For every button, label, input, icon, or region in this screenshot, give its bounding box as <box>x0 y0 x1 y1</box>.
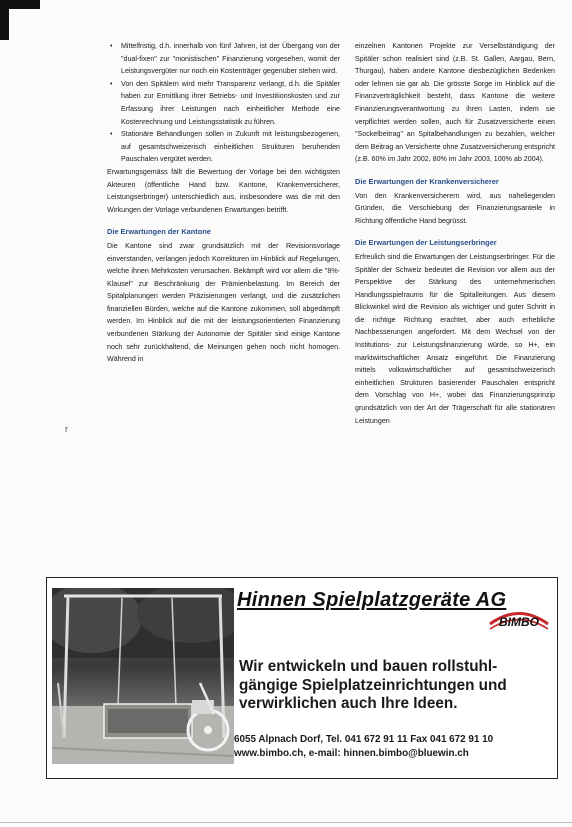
continuation-paragraph: einzelnen Kantonen Projekte zur Verselbständigung der Spitäler schon realisiert sind (z.B. St. Gallen, Aargau, Bern, Thurgau), haben andere Kantone diesbezüglichen Bedenken oder lehnen sie gar ab. Die grösste Sorge im Hinblick auf die Finanzverträglichkeit besteht, dass Kantone die weitere Finanzierungsverantwortung zu ihren Lasten, indem sie verpflichtet werden sollen, auch für Zusatzversicherte einen "Sockelbeitrag" an Spitalbehandlungen zu bezahlen, welcher dem Beitrag an Versicherte ohne Zusatzversicherung entspricht (z.B. 60% im Jahr 2002, 80% im Jahr 2003, 100% ab 2004). <box>355 42 555 164</box>
address-line: 6055 Alpnach Dorf, Tel. 041 672 91 11 Fax 041 672 91 10 <box>234 734 494 745</box>
providers-paragraph: Erfreulich sind die Erwartungen der Leistungserbringer. Für die Spitäler der Schweiz bedeutet die Revision vor allem aus der Perspektive der Stärkung des unternehmerischen Handlungsspielraums für die Spitalleitungen. Aus diesem Blickwinkel wird die Revision als wichtiger und guter Schritt in die richtige Richtung erachtet, aber auch erhebliche Nachbesserungen angefordert. Mit dem Wechsel von der Institutions- zur Leistungsfinanzierung würde, so H+, ein marktwirtschaftlicher Ansatz eingeführt. Die Finanzierung mittels volkswirtschaftlicher auf gesamtschweizerisch einheitlichen Strukturen basierender Pauschalen entspricht dem Vorschlag von H+, wobei das Finanzierungsprinzip grundsätzlich von der Art der Trägerschaft für alle stationären Leistungen <box>355 252 555 425</box>
cantons-paragraph: Die Kantone sind zwar grundsätzlich mit der Revisionsvorlage einverstanden, verlangen jedoch Korrekturen im Hinblick auf Regelungen, welche ihnen Mehrkosten verursachen. Bekämpft wird vor allem die "8%-Klausel" zur Beschränkung der Prämienbelastung. Im Bereich der Spitalplanungen werden Präzisierungen verlangt, und die zusätzlichen finanziellen Bürden, welche auf die Kantone zukommen, soll abgedämpft werden. Im Hinblick auf die mit der leistungsorientierten Finanzierung verbundenen Stärkung der Autonomie der Spitäler sind einige Kantone noch sehr zurückhaltend, die Meinungen gehen noch nicht homogen. Während in <box>107 241 340 364</box>
stray-mark: r <box>65 424 68 434</box>
svg-text:BIMBO: BIMBO <box>499 615 539 629</box>
right-column <box>355 40 555 427</box>
company-name: Hinnen Spielplatzgeräte AG <box>237 589 507 611</box>
bimbo-logo-icon <box>487 605 551 631</box>
corner-crop-mark <box>0 0 40 40</box>
left-column <box>107 40 340 366</box>
bullet-item: • Stationäre Behandlungen sollen in Zukunft mit leistungsbezogenen, auf gesamtschweizerisch einheitlichen Strukturen beruhenden Pauschalen vergütet werden. <box>107 128 340 166</box>
heading-cantons: Die Erwartungen der Kantone <box>107 227 211 237</box>
heading-providers: Die Erwartungen der Leistungserbringer <box>355 238 497 248</box>
web-line: www.bimbo.ch, e-mail: hinnen.bimbo@bluewin.ch <box>234 747 469 759</box>
headline-line: verwirklichen auch Ihre Ideen. <box>239 695 458 713</box>
bullet-list <box>107 40 340 166</box>
playground-photo <box>52 588 234 764</box>
ad-contact <box>234 733 493 761</box>
advertisement <box>46 577 558 779</box>
headline-line: Wir entwickeln und bauen rollstuhl- <box>239 658 498 675</box>
intro-paragraph: Erwartungsgemäss fällt die Bewertung der Vorlage bei den wichtigsten Akteuren (öffentliche Hand bzw. Kantone, Krankenversicherer, Leistungserbringer) unterschiedlich aus, insbesondere was die mit den Wirkungen der Vorlage verbundenen Erwartungen betrifft. <box>107 167 340 214</box>
bottom-rule <box>0 822 572 823</box>
bullet-item: • Mittelfristig, d.h. innerhalb von fünf Jahren, ist der Übergang von der "dual-fixen" zur "monistischen" Finanzierung vorgesehen, womit der Leistungsvergüter nur noch ein Kostenträger gegenüber stehen wird. <box>107 40 340 78</box>
heading-insurers: Die Erwartungen der Krankenversicherer <box>355 176 499 186</box>
bullet-item: • Von den Spitälern wird mehr Transparenz verlangt, d.h. die Spitäler haben zur Ermittlung ihrer Betriebs- und Investitionskosten und zur Erfassung ihrer Leistungen nach einheitlicher Methode eine Kostenrechnung und Leistungsstatistik zu führen. <box>107 78 340 128</box>
insurers-paragraph: Von den Krankenversicherern wird, aus naheliegenden Gründen, die Verschiebung der Finanzierungsanteile in Richtung öffentliche Hand begrüsst. <box>355 191 555 225</box>
headline-line: gängige Spielplatzeinrichtungen und <box>239 676 507 694</box>
ad-headline <box>239 658 551 714</box>
